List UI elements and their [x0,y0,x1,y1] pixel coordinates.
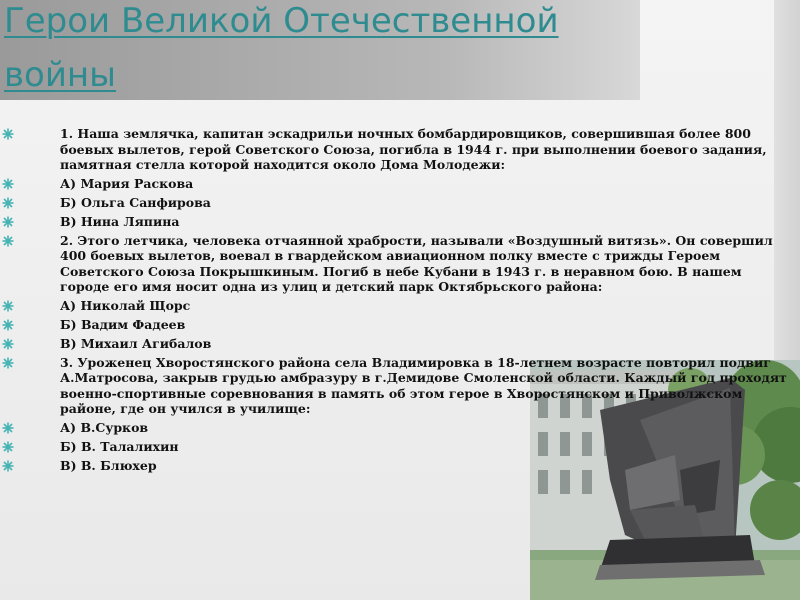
asterisk-bullet-icon [2,298,60,313]
answer-text: Б) Вадим Фадеев [60,316,186,332]
list-item [2,298,788,314]
asterisk-bullet-icon [2,176,60,191]
asterisk-bullet-icon [2,355,60,370]
asterisk-bullet-icon [2,126,60,141]
list-item [2,195,788,211]
asterisk-bullet-icon [2,195,60,210]
asterisk-bullet-icon [2,439,60,454]
slide-title: Герои Великой Отечественной войны [4,1,559,95]
list-item [2,439,788,455]
answer-text: В) Михаил Агибалов [60,335,212,351]
asterisk-bullet-icon [2,458,60,473]
answer-text: В) В. Блюхер [60,457,157,473]
question-list [2,126,788,477]
question-text: 1. Наша землячка, капитан эскадрильи ночных бомбардировщиков, совершившая более 800 боевых вылетов, герой Советского Союза, погибла в 1944 г. при выполнении боевого задания, памятная стелла которой находится около Дома Молодежи: [60,126,767,172]
list-item [2,214,788,230]
asterisk-bullet-icon [2,420,60,435]
list-item [2,317,788,333]
list-item [2,420,788,436]
answer-text: Б) В. Талалихин [60,438,179,454]
asterisk-bullet-icon [2,317,60,332]
list-item [2,336,788,352]
list-item [2,458,788,474]
asterisk-bullet-icon [2,233,60,248]
list-item [2,233,788,295]
question-text: 2. Этого летчика, человека отчаянной храбрости, называли «Воздушный витязь». Он совершил 400 боевых вылетов, воевал в гвардейском авиационном полку вместе с трижды Героем Советского Союза Покрышкиным. Погиб в небе Кубани в 1943 г. в неравном бою. В нашем городе его имя носит одна из улиц и детский парк Октябрьского района: [60,232,773,295]
question-text: 3. Уроженец Хворостянского района села Владимировка в 18-летнем возрасте повторил подвиг А.Матросова, закрыв грудью амбразуру в г.Демидове Смоленской области. Каждый год проходят военно-спортивные соревнования в память об этом герое в Хворостянском и Приволжском районе, где он учился в училище: [60,354,787,417]
answer-text: А) В.Сурков [60,420,149,436]
list-item [2,176,788,192]
answer-text: В) Нина Ляпина [60,213,180,229]
answer-text: Б) Ольга Санфирова [60,194,211,210]
asterisk-bullet-icon [2,214,60,229]
list-item [2,355,788,417]
list-item [2,126,788,173]
answer-text: А) Мария Раскова [60,175,194,191]
asterisk-bullet-icon [2,336,60,351]
answer-text: А) Николай Щорс [60,297,191,313]
